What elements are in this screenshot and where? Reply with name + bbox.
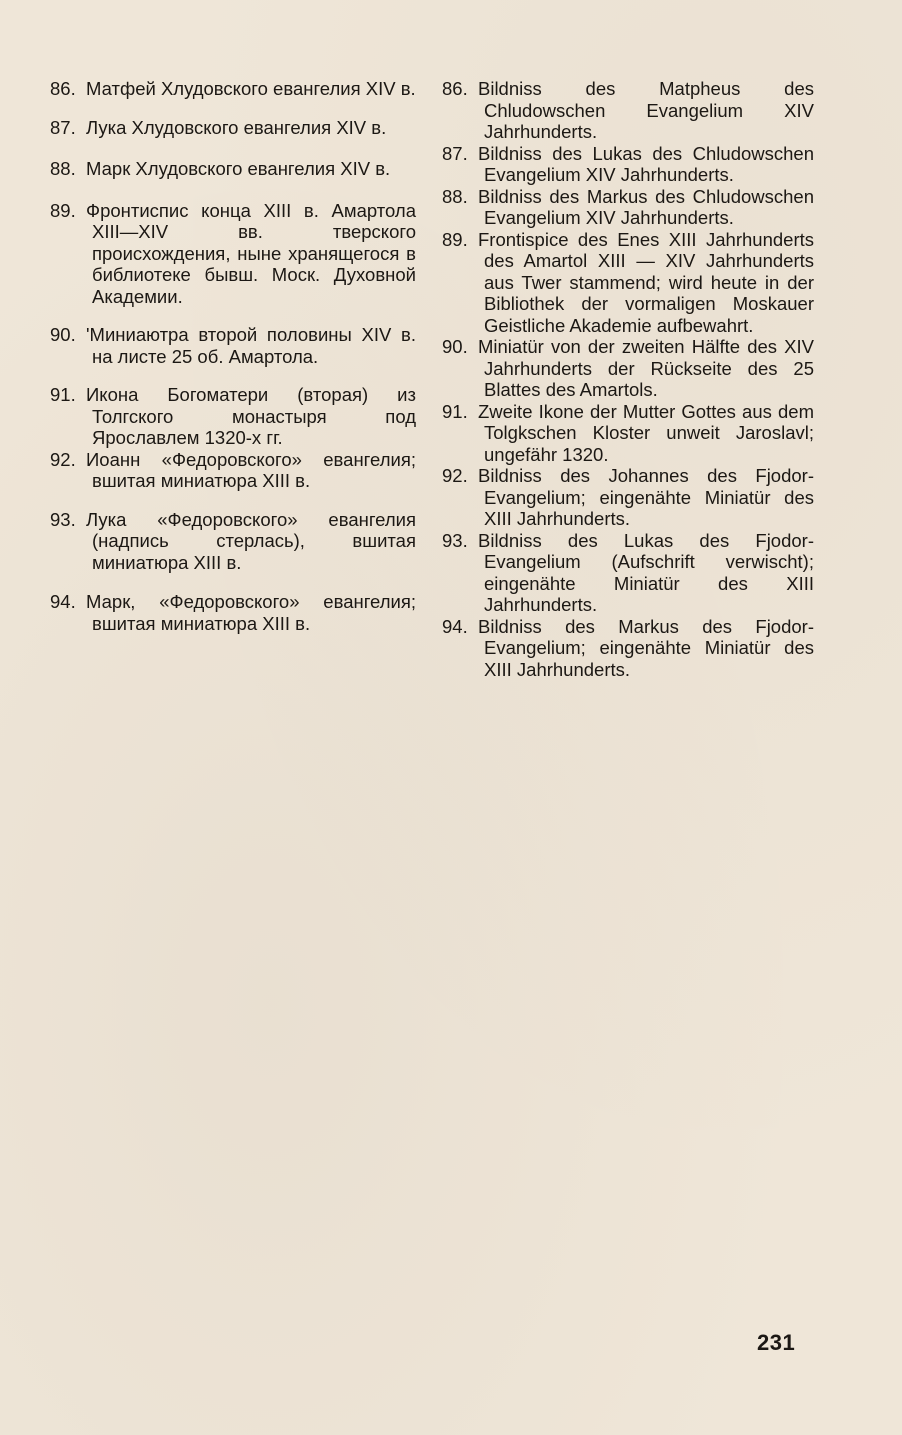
entry-text: 'Миниаютра второй половины XIV в. на листе 25 об. Амартола. (86, 324, 416, 367)
entry-text: Матфей Хлудовского евангелия XIV в. (86, 78, 416, 99)
entry-text: Марк Хлудовского евангелия XIV в. (86, 158, 391, 179)
entry-text: Фронтиспис конца XIII в. Амартола XIII—XIV вв. тверского происхождения, ныне хранящегося в библиотеке бывш. Моск. Духовной Академии. (86, 199, 416, 307)
entry-number: 86. (442, 78, 468, 99)
entry-number: 87. (50, 116, 76, 138)
entry-number: 94. (442, 615, 468, 637)
caption-entry-ru-91 (50, 384, 416, 449)
entry-text: Bildniss des Johannes des Fjodor-Evangelium; eingenähte Miniatür des XIII Jahrhunderts. (478, 465, 814, 529)
entry-number: 88. (50, 158, 76, 179)
caption-entry-ru-92 (50, 449, 416, 492)
entry-text: Bildniss des Lukas des Chludowschen Evangelium XIV Jahrhunderts. (478, 142, 814, 185)
entry-text: Иоанн «Федоровского» евангелия; вшитая миниатюра XIII в. (86, 448, 416, 491)
entry-number: 87. (442, 142, 468, 164)
caption-entry-de-90 (442, 336, 814, 401)
caption-entry-de-92 (442, 465, 814, 530)
entry-number: 91. (442, 400, 468, 422)
entry-number: 90. (50, 324, 76, 345)
caption-entry-ru-93 (50, 509, 416, 574)
entry-text: Марк, «Федоровского» евангелия; вшитая миниатюра XIII в. (86, 591, 416, 634)
entry-text: Miniatür von der zweiten Hälfte des XIV Jahrhunderts der Rückseite des 25 Blattes des Amartols. (478, 336, 814, 400)
entry-text: Икона Богоматери (вторая) из Толгского монастыря под Ярославлем 1320-х гг. (86, 384, 416, 448)
entry-number: 89. (50, 199, 76, 221)
caption-entry-ru-90 (50, 324, 416, 367)
caption-entry-de-94 (442, 616, 814, 681)
entry-number: 88. (442, 185, 468, 207)
entry-text: Frontispice des Enes XIII Jahrhunderts des Amartol XIII — XIV Jahrhunderts aus Twer stammend; wird heute in der Bibliothek der vormaligen Moskauer Geistliche Akademie aufbewahrt. (478, 228, 814, 336)
entry-number: 86. (50, 78, 76, 99)
caption-entry-de-87 (442, 143, 814, 186)
entry-text: Bildniss des Lukas des Fjodor-Evangelium (Aufschrift verwischt); eingenähte Miniatür des XIII Jahrhunderts. (478, 529, 814, 615)
entry-number: 93. (50, 508, 76, 530)
caption-entry-ru-88 (50, 158, 416, 180)
caption-entry-de-93 (442, 530, 814, 616)
caption-entry-de-91 (442, 401, 814, 466)
caption-entry-de-88 (442, 186, 814, 229)
caption-entry-ru-89 (50, 200, 416, 308)
caption-entry-ru-86 (50, 78, 416, 100)
russian-caption-column (50, 78, 416, 651)
german-caption-column (442, 78, 814, 680)
caption-entry-ru-87 (50, 117, 416, 139)
entry-number: 93. (442, 529, 468, 551)
page-number: 231 (757, 1330, 796, 1355)
entry-number: 94. (50, 591, 76, 612)
caption-entry-de-89 (442, 229, 814, 337)
entry-number: 90. (442, 336, 468, 357)
entry-text: Zweite Ikone der Mutter Gottes aus dem Tolgkschen Kloster unweit Jaroslavl; ungefähr 1320. (478, 400, 814, 465)
entry-text: Bildniss des Markus des Chludowschen Evangelium XIV Jahrhunderts. (478, 185, 814, 228)
entry-text: Bildniss des Matpheus des Chludowschen Evangelium XIV Jahrhunderts. (478, 78, 814, 142)
entry-text: Bildniss des Markus des Fjodor-Evangelium; eingenähte Miniatür des XIII Jahrhunderts. (478, 615, 814, 680)
entry-number: 92. (50, 448, 76, 470)
entry-text: Лука Хлудовского евангелия XIV в. (86, 116, 387, 138)
entry-number: 91. (50, 384, 76, 405)
entry-number: 89. (442, 228, 468, 250)
caption-entry-de-86 (442, 78, 814, 143)
caption-entry-ru-94 (50, 591, 416, 634)
entry-number: 92. (442, 465, 468, 486)
entry-text: Лука «Федоровского» евангелия (надпись стерлась), вшитая миниатюра XIII в. (86, 508, 416, 573)
